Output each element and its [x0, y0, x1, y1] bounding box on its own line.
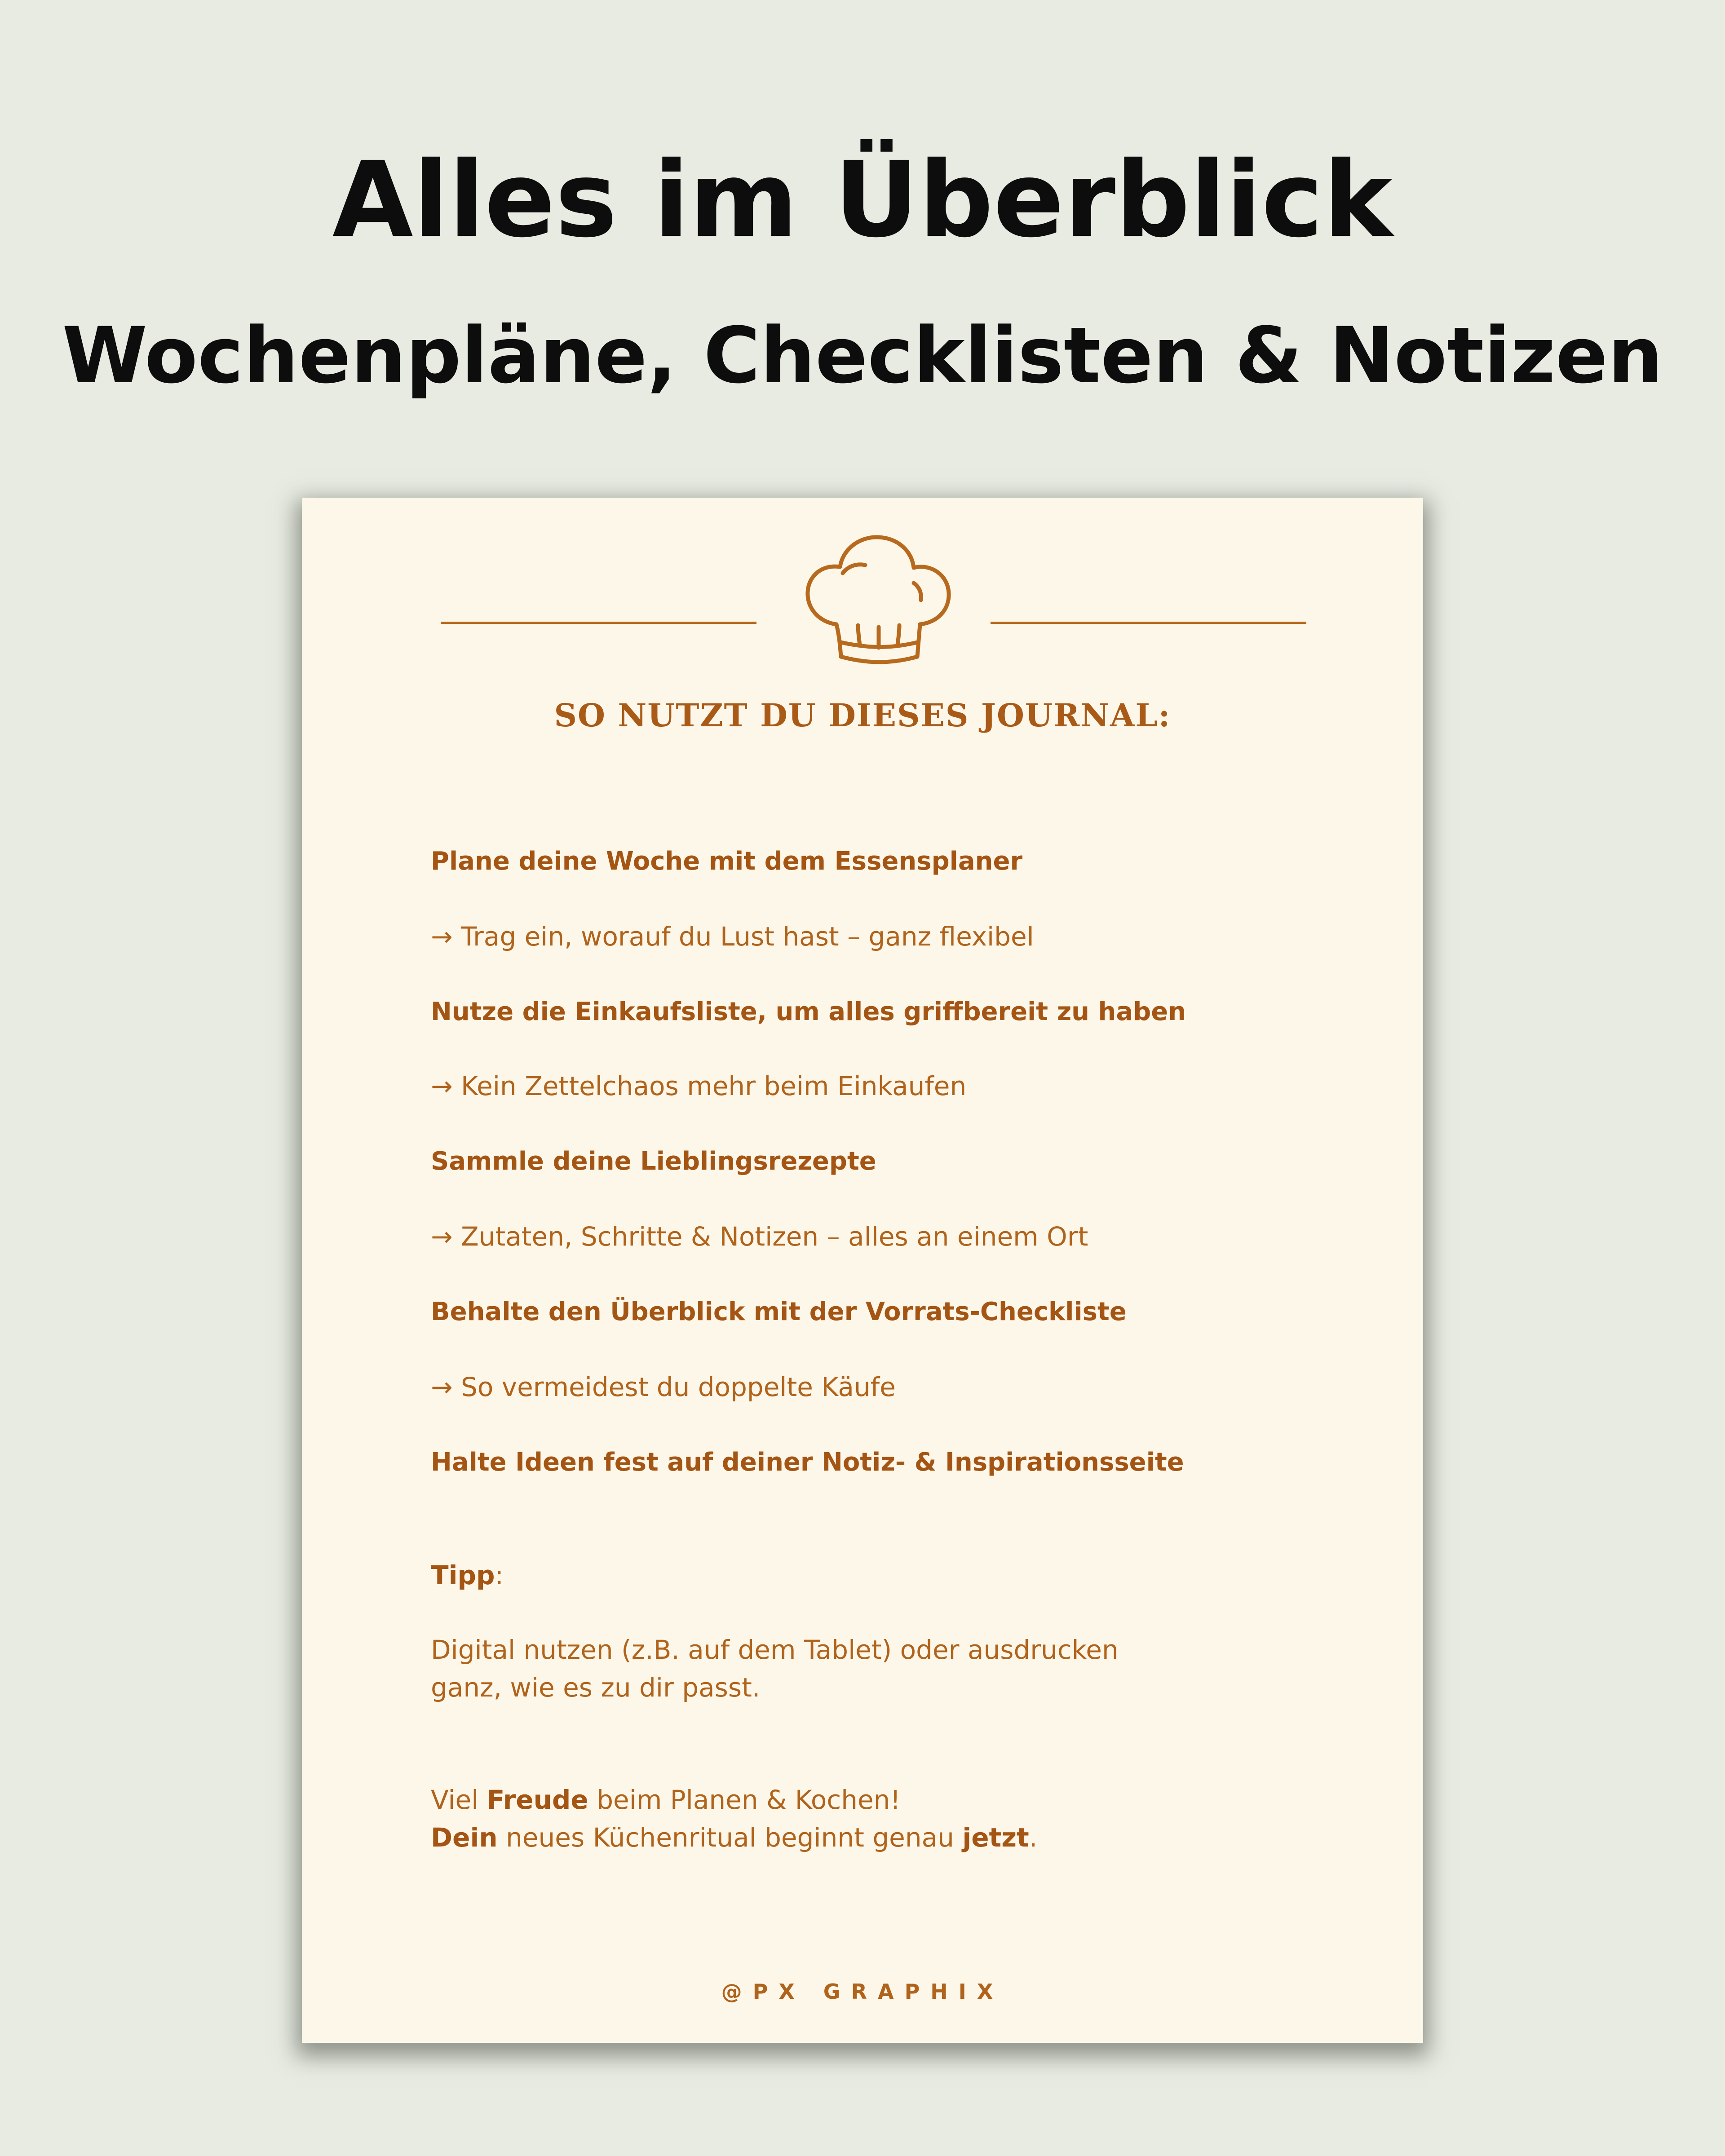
journal-page: [302, 498, 1423, 2043]
divider-right: [991, 622, 1306, 624]
closing-text: Viel: [431, 1785, 487, 1815]
list-item-title: Plane deine Woche mit dem Essensplaner: [431, 847, 1023, 876]
closing-emphasis: Dein: [431, 1822, 498, 1853]
list-item-detail: → Zutaten, Schritte & Notizen – alles an einem Ort: [431, 1221, 1088, 1252]
closing-text: neues Küchenritual beginnt genau: [497, 1822, 963, 1853]
closing-line: [431, 1819, 1037, 1856]
list-item-detail: → Kein Zettelchaos mehr beim Einkaufen: [431, 1071, 967, 1101]
list-item-title: Behalte den Überblick mit der Vorrats-Checkliste: [431, 1297, 1127, 1326]
closing-line: [431, 1781, 901, 1819]
journal-heading: SO NUTZT DU DIESES JOURNAL:: [554, 697, 1171, 734]
closing-emphasis: Freude: [487, 1785, 588, 1815]
chef-hat-icon: [801, 530, 955, 669]
tip-text: ganz, wie es zu dir passt.: [431, 1672, 761, 1703]
page-title: Alles im Überblick: [332, 139, 1393, 261]
brand-footer: @PX GRAPHIX: [721, 1979, 1004, 2004]
closing-text: beim Planen & Kochen!: [588, 1785, 901, 1815]
closing-emphasis: jetzt: [962, 1822, 1029, 1853]
closing-text: .: [1029, 1822, 1038, 1853]
page-subtitle: Wochenpläne, Checklisten & Notizen: [62, 310, 1663, 401]
tip-label-text: Tipp: [431, 1560, 495, 1590]
tip-colon: :: [495, 1560, 504, 1590]
list-item-title: Sammle deine Lieblingsrezepte: [431, 1147, 876, 1176]
list-item-title: Nutze die Einkaufsliste, um alles griffbereit zu haben: [431, 997, 1186, 1026]
divider-left: [441, 622, 756, 624]
tip-label: [431, 1556, 504, 1594]
list-item-detail: → So vermeidest du doppelte Käufe: [431, 1372, 896, 1402]
list-item-title: Halte Ideen fest auf deiner Notiz- & Inspirationsseite: [431, 1448, 1184, 1477]
tip-text: Digital nutzen (z.B. auf dem Tablet) oder ausdrucken: [431, 1635, 1119, 1665]
list-item-detail: → Trag ein, worauf du Lust hast – ganz flexibel: [431, 921, 1034, 952]
